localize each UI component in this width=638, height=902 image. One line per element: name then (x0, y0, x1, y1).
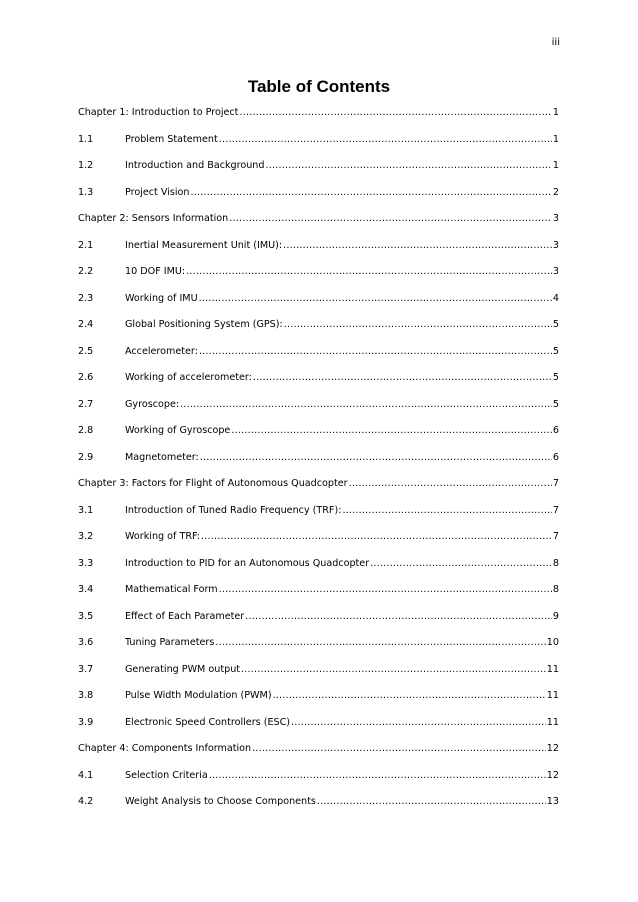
toc-entry-page: 5 (552, 372, 559, 383)
toc-entry-page: 7 (552, 478, 559, 489)
toc-entry[interactable] (78, 657, 559, 684)
toc-entry[interactable] (78, 259, 559, 286)
toc-entry[interactable] (78, 286, 559, 313)
toc-entry-number: 3.9 (78, 716, 94, 728)
toc-entry-label: Project Vision (125, 186, 190, 198)
toc-dot-leader (317, 789, 546, 816)
toc-entry-page: 12 (546, 743, 559, 754)
toc-entry-number: 2.7 (78, 398, 94, 410)
toc-entry-label: Electronic Speed Controllers (ESC) (125, 716, 291, 728)
toc-entry-number: 3.3 (78, 557, 94, 569)
toc-entry-number: 4.1 (78, 769, 94, 781)
toc-entry-page: 12 (546, 769, 559, 781)
toc-dot-leader (273, 683, 546, 710)
toc-entry[interactable] (78, 524, 559, 551)
toc-entry-number: 2.4 (78, 319, 94, 330)
toc-entry[interactable] (78, 206, 559, 233)
toc-entry-label: 10 DOF IMU: (125, 266, 186, 277)
toc-dot-leader (200, 445, 552, 472)
toc-entry[interactable] (78, 445, 559, 472)
toc-entry-number: 2.9 (78, 451, 94, 463)
toc-entry-label: Chapter 1: Introduction to Project (78, 107, 239, 118)
toc-dot-leader (239, 100, 551, 127)
toc-dot-leader (215, 630, 545, 657)
toc-entry-page: 11 (546, 716, 559, 728)
toc-entry-page: 6 (552, 425, 559, 436)
toc-dot-leader (209, 763, 546, 790)
toc-entry-page: 7 (552, 504, 559, 516)
toc-entry-page: 1 (552, 160, 559, 171)
toc-entry-number: 3.7 (78, 663, 94, 675)
toc-entry-label: Generating PWM output (125, 663, 241, 675)
toc-entry-number: 1.2 (78, 160, 94, 171)
toc-entry-page: 9 (552, 610, 559, 622)
toc-entry[interactable] (78, 127, 559, 154)
toc-entry[interactable] (78, 153, 559, 180)
toc-entry-label: Chapter 3: Factors for Flight of Autonomous Quadcopter (78, 478, 348, 489)
toc-entry[interactable] (78, 683, 559, 710)
toc-entry-label: Working of IMU (125, 292, 198, 304)
toc-entry-number: 2.1 (78, 239, 94, 251)
toc-entry-page: 7 (552, 531, 559, 542)
toc-entry[interactable] (78, 233, 559, 260)
toc-entry-number: 3.4 (78, 584, 94, 595)
toc-dot-leader (284, 312, 552, 339)
toc-entry[interactable] (78, 498, 559, 525)
toc-dot-leader (219, 577, 552, 604)
toc-entry[interactable] (78, 365, 559, 392)
toc-entry-page: 3 (552, 213, 559, 224)
toc-entry-page: 6 (552, 451, 559, 463)
toc-entry-page: 11 (546, 663, 559, 675)
toc-entry-label: Tuning Parameters (125, 637, 215, 648)
toc-entry[interactable] (78, 180, 559, 207)
toc-entry-page: 8 (552, 557, 559, 569)
toc-entry-label: Inertial Measurement Unit (IMU): (125, 239, 283, 251)
toc-entry-label: Chapter 2: Sensors Information (78, 213, 229, 224)
toc-entry[interactable] (78, 100, 559, 127)
toc-entry-number: 2.5 (78, 345, 94, 357)
toc-entry-label: Working of TRF: (125, 531, 201, 542)
toc-dot-leader (291, 710, 546, 737)
toc-entry-number: 4.2 (78, 796, 94, 807)
toc-entry-number: 2.3 (78, 292, 94, 304)
toc-entry-number: 3.5 (78, 610, 94, 622)
toc-entry-number: 3.6 (78, 637, 94, 648)
toc-entry[interactable] (78, 551, 559, 578)
toc-entry-label: Working of Gyroscope (125, 425, 231, 436)
toc-dot-leader (283, 233, 552, 260)
toc-list (78, 100, 559, 816)
toc-entry[interactable] (78, 789, 559, 816)
toc-entry-label: Weight Analysis to Choose Components (125, 796, 316, 807)
toc-dot-leader (253, 365, 552, 392)
toc-entry-page: 3 (552, 239, 559, 251)
toc-entry-label: Introduction to PID for an Autonomous Quadcopter (125, 557, 370, 569)
toc-entry[interactable] (78, 630, 559, 657)
toc-entry-page: 11 (546, 690, 559, 701)
toc-entry-label: Gyroscope: (125, 398, 180, 410)
toc-entry-page: 3 (552, 266, 559, 277)
toc-entry-label: Introduction and Background (125, 160, 265, 171)
toc-entry-label: Mathematical Form (125, 584, 218, 595)
toc-entry-label: Working of accelerometer: (125, 372, 252, 383)
toc-dot-leader (186, 259, 552, 286)
toc-entry-page: 1 (552, 107, 559, 118)
toc-dot-leader (191, 180, 552, 207)
toc-dot-leader (245, 604, 552, 631)
toc-dot-leader (241, 657, 546, 684)
toc-entry[interactable] (78, 339, 559, 366)
toc-entry-label: Chapter 4: Components Information (78, 743, 252, 754)
toc-entry-page: 4 (552, 292, 559, 304)
toc-entry[interactable] (78, 577, 559, 604)
toc-dot-leader (231, 418, 552, 445)
toc-entry-label: Magnetometer: (125, 451, 199, 463)
toc-entry-number: 1.3 (78, 186, 94, 198)
toc-entry[interactable] (78, 710, 559, 737)
toc-entry-label: Selection Criteria (125, 769, 208, 781)
toc-entry-number: 3.8 (78, 690, 94, 701)
toc-entry-page: 2 (552, 186, 559, 198)
toc-entry-label: Introduction of Tuned Radio Frequency (TRF): (125, 504, 342, 516)
toc-dot-leader (199, 286, 552, 313)
toc-entry-number: 2.6 (78, 372, 94, 383)
toc-title: Table of Contents (247, 77, 391, 96)
toc-entry[interactable] (78, 604, 559, 631)
toc-entry-number: 2.2 (78, 266, 94, 277)
page-number: iii (551, 37, 560, 48)
toc-dot-leader (370, 551, 552, 578)
toc-entry-label: Problem Statement (125, 133, 218, 145)
toc-dot-leader (252, 736, 546, 763)
toc-entry[interactable] (78, 471, 559, 498)
toc-entry-number: 3.2 (78, 531, 94, 542)
toc-dot-leader (219, 127, 552, 154)
toc-dot-leader (229, 206, 552, 233)
toc-dot-leader (180, 392, 552, 419)
toc-entry-page: 5 (552, 398, 559, 410)
toc-entry-page: 8 (552, 584, 559, 595)
toc-dot-leader (199, 339, 552, 366)
toc-entry-page: 10 (546, 637, 559, 648)
toc-entry-label: Pulse Width Modulation (PWM) (125, 690, 272, 701)
toc-entry-page: 13 (546, 796, 559, 807)
toc-dot-leader (342, 498, 551, 525)
toc-entry[interactable] (78, 312, 559, 339)
toc-entry[interactable] (78, 763, 559, 790)
toc-entry[interactable] (78, 736, 559, 763)
toc-dot-leader (201, 524, 552, 551)
toc-entry-number: 3.1 (78, 504, 94, 516)
toc-dot-leader (349, 471, 552, 498)
toc-entry-number: 1.1 (78, 133, 94, 145)
toc-entry-label: Effect of Each Parameter (125, 610, 245, 622)
toc-entry-page: 5 (552, 319, 559, 330)
toc-entry-page: 5 (552, 345, 559, 357)
toc-dot-leader (265, 153, 551, 180)
toc-entry-page: 1 (552, 133, 559, 145)
toc-entry-label: Global Positioning System (GPS): (125, 319, 283, 330)
toc-entry[interactable] (78, 418, 559, 445)
toc-entry-label: Accelerometer: (125, 345, 198, 357)
toc-entry-number: 2.8 (78, 425, 94, 436)
toc-entry[interactable] (78, 392, 559, 419)
